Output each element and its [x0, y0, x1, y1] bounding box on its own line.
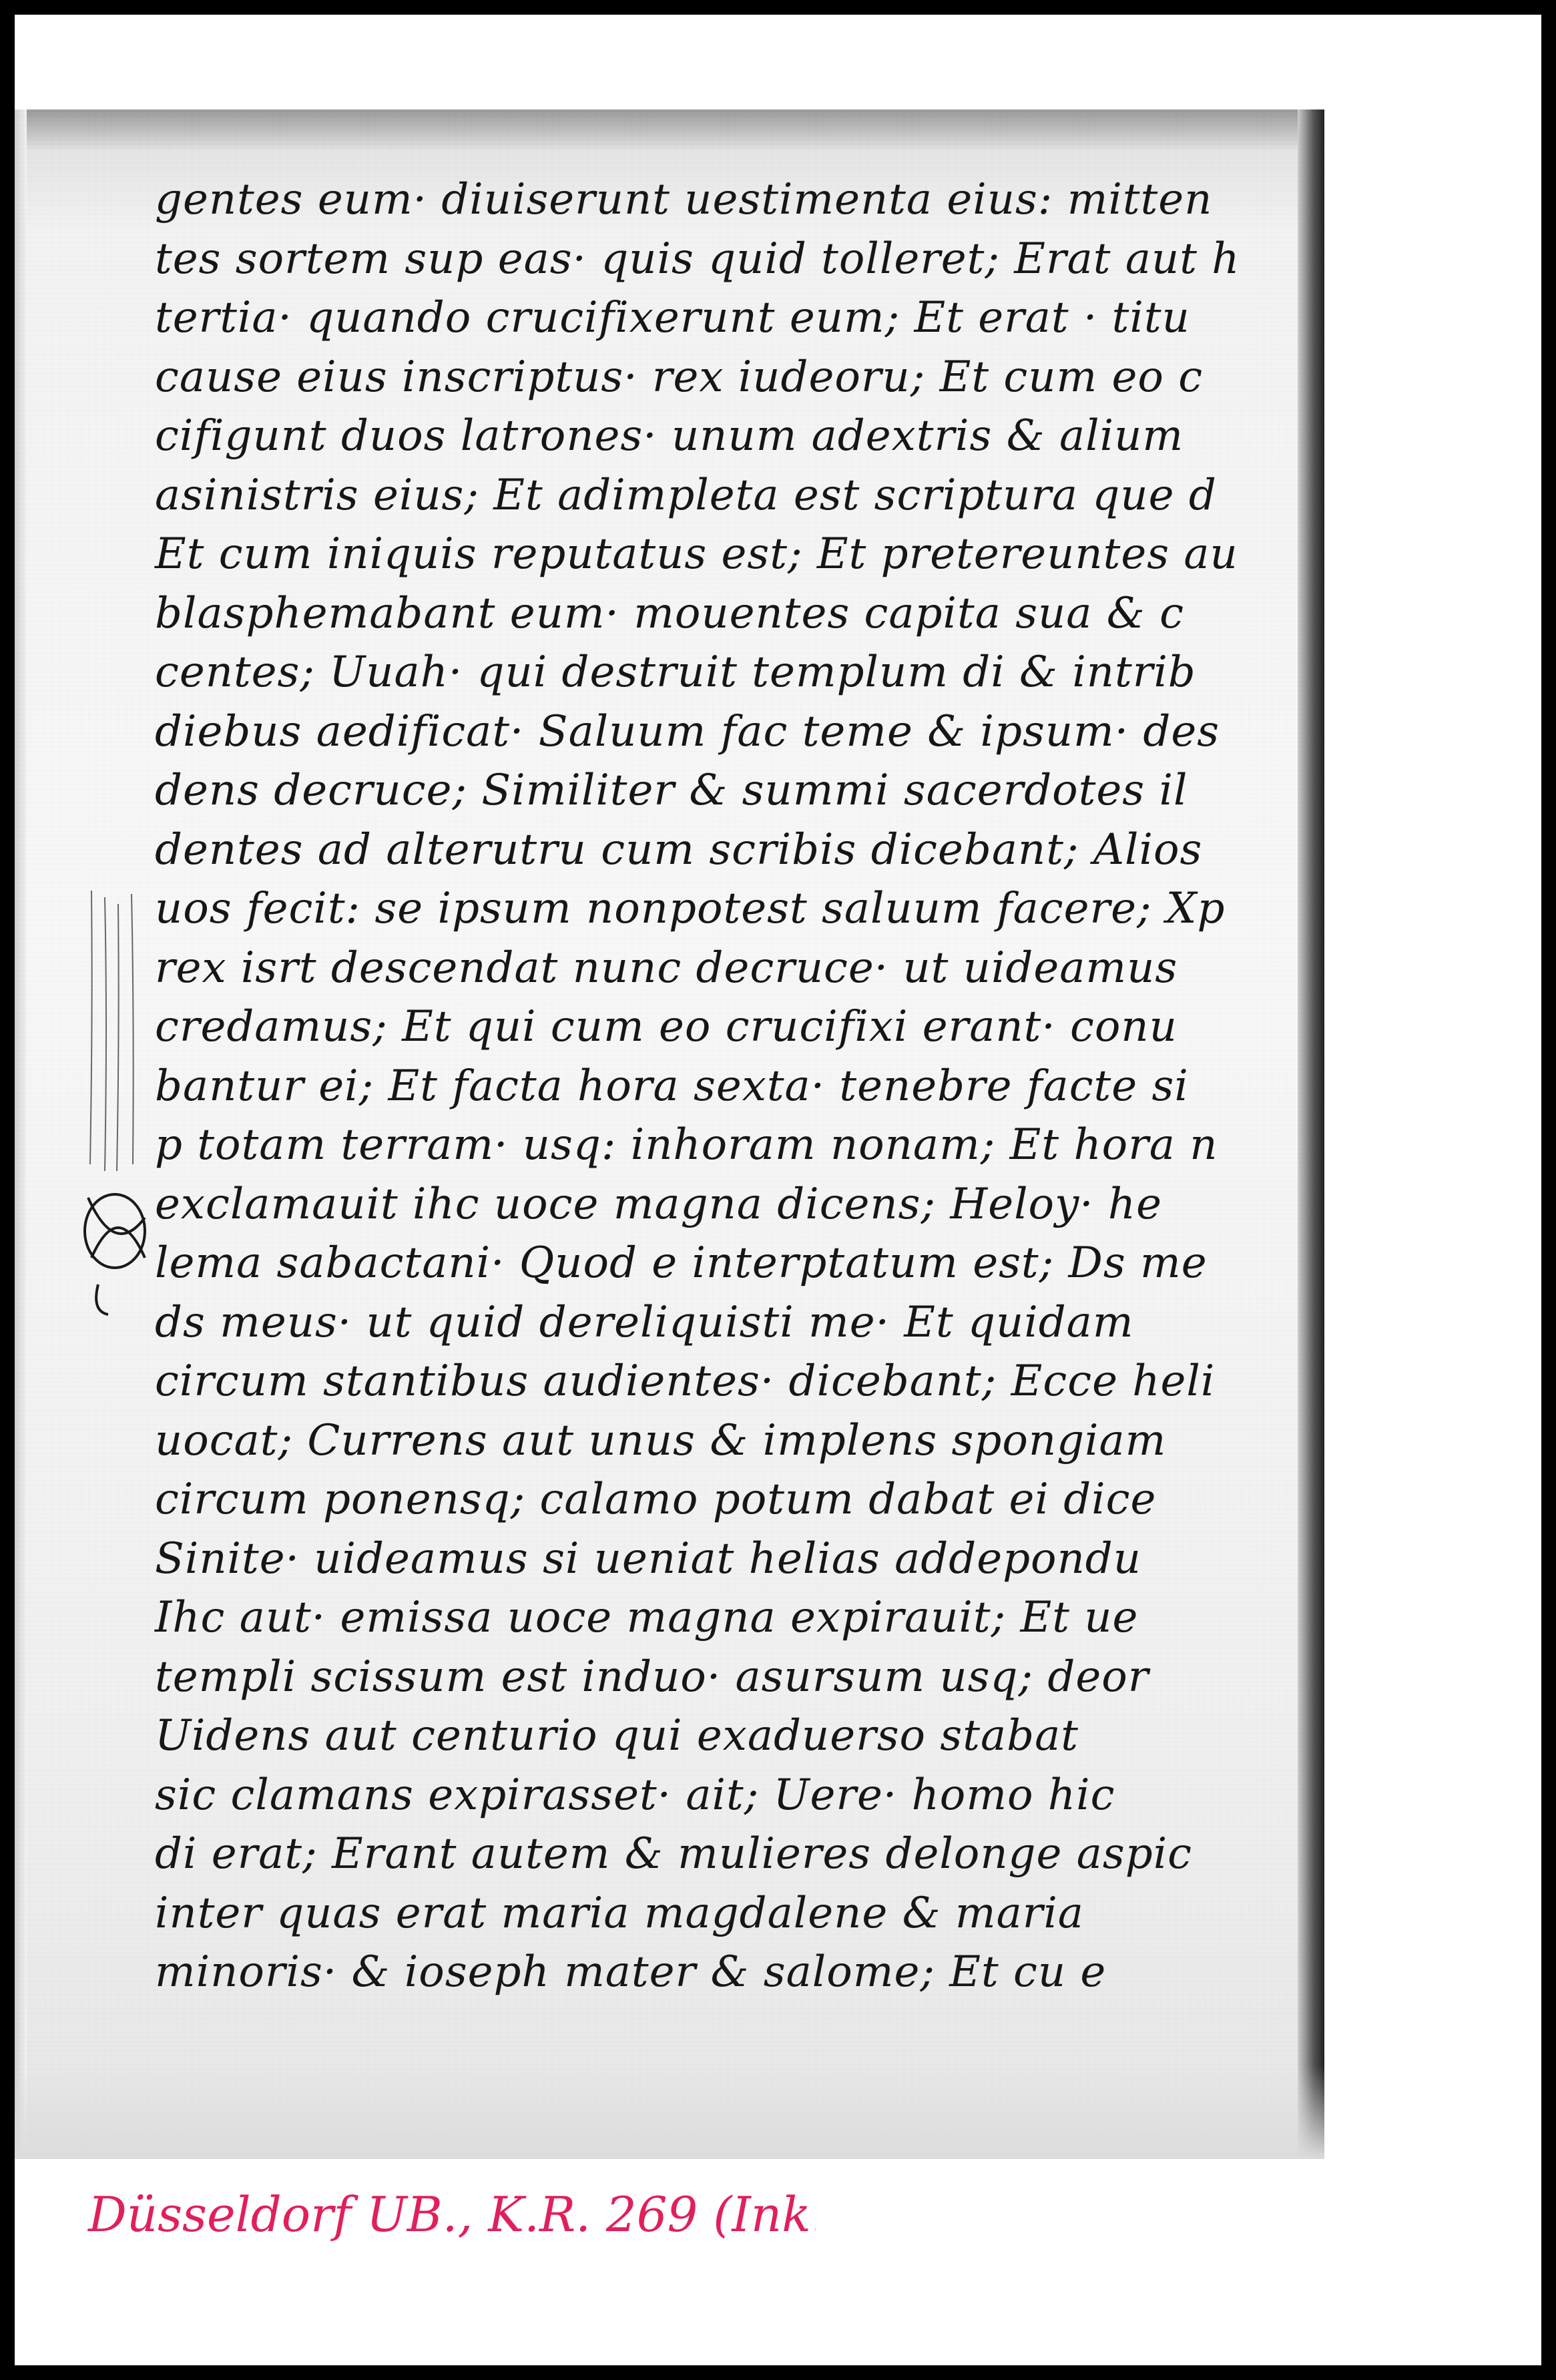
page-background [15, 15, 1541, 2365]
photo-bottom-fade [15, 2066, 1324, 2159]
manuscript-line: centes; Uuah· qui destruit templum di & intrib [155, 648, 1196, 697]
manuscript-line: uos fecit: se ipsum nonpotest saluum facere; Xp [155, 884, 1226, 933]
manuscript-line: uocat; Currens aut unus & implens spongiam [155, 1415, 1167, 1465]
manuscript-line: rex isrt descendat nunc decruce· ut uideamus [155, 943, 1178, 993]
manuscript-photograph [15, 109, 1324, 2159]
manuscript-line: Ihc aut· emissa uoce magna expirauit; Et ue [155, 1593, 1139, 1642]
manuscript-line: dens decruce; Similiter & summi sacerdotes il [155, 766, 1188, 815]
manuscript-line: ds meus· ut quid dereliquisti me· Et quidam [155, 1297, 1134, 1347]
manuscript-line: Sinite· uideamus si ueniat helias addepondu [155, 1533, 1141, 1584]
shelfmark-text: Düsseldorf UB., K.R. 269 (Ink.) [88, 2186, 816, 2242]
manuscript-line: bantur ei; Et facta hora sexta· tenebre facte si [155, 1061, 1189, 1111]
manuscript-line: dentes ad alterutru cum scribis dicebant; Alios [155, 824, 1203, 875]
manuscript-line: sic clamans expirasset· ait; Uere· homo hic [155, 1770, 1115, 1820]
manuscript-line: minoris· & ioseph mater & salome; Et cu e [155, 1947, 1107, 1997]
manuscript-line: diebus aedificat· Saluum fac teme & ipsum· des [155, 706, 1220, 756]
manuscript-line: tertia· quando crucifixerunt eum; Et erat · titu [155, 293, 1190, 342]
manuscript-line: asinistris eius; Et adimpleta est scriptura que d [155, 470, 1217, 520]
manuscript-line: di erat; Erant autem & mulieres delonge aspic [155, 1829, 1192, 1879]
manuscript-line: circum ponensq; calamo potum dabat ei dice [155, 1475, 1157, 1524]
manuscript-line: Uidens aut centurio qui exaduerso stabat [155, 1711, 1079, 1760]
manuscript-line: templi scissum est induo· asursum usq; deor [155, 1652, 1149, 1702]
manuscript-line: gentes eum· diuiserunt uestimenta eius: mitten [155, 175, 1213, 224]
manuscript-line: lema sabactani· Quod e interptatum est; Ds me [155, 1238, 1208, 1288]
margin-gloss-and-initial [78, 884, 152, 1318]
manuscript-line: p totam terram· usq: inhoram nonam; Et hora n [155, 1120, 1218, 1170]
manuscript-line: Et cum iniquis reputatus est; Et pretereuntes au [155, 529, 1238, 579]
manuscript-line: inter quas erat maria magdalene & maria [155, 1888, 1084, 1938]
manuscript-line: tes sortem sup eas· quis quid tolleret; Erat aut h [155, 234, 1240, 284]
library-shelfmark-annotation [81, 2178, 816, 2251]
manuscript-line: blasphemabant eum· mouentes capita sua & c [155, 588, 1184, 638]
manuscript-line: exclamauit ihc uoce magna dicens; Heloy· he [155, 1179, 1162, 1229]
manuscript-line: circum stantibus audientes· dicebant; Ecce heli [155, 1357, 1216, 1406]
manuscript-line: cifigunt duos latrones· unum adextris & alium [155, 411, 1184, 461]
manuscript-line: credamus; Et qui cum eo crucifixi erant· conu [155, 1002, 1178, 1051]
manuscript-line: cause eius inscriptus· rex iudeoru; Et cum eo c [155, 352, 1204, 402]
